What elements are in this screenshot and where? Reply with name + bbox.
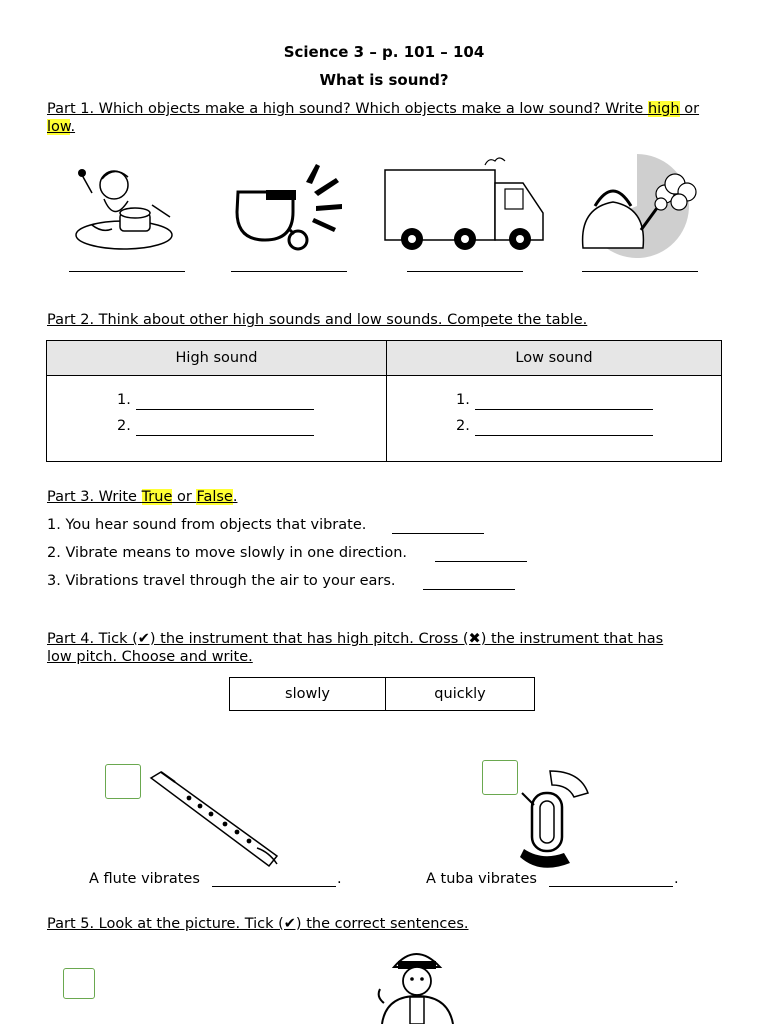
tuba-image (510, 765, 595, 873)
part3-or: or (172, 489, 197, 505)
high-sound-header: High sound (47, 341, 387, 376)
statement-3-blank[interactable] (423, 589, 515, 590)
option-quickly: quickly (386, 678, 535, 711)
answer-blank-2[interactable] (231, 271, 347, 272)
high-item-1-number: 1. (117, 392, 131, 408)
statement-2-blank[interactable] (435, 561, 527, 562)
high-sound-cell (47, 376, 387, 462)
part1-text: Part 1. Which objects make a high sound? Which objects make a low sound? Write (47, 101, 648, 117)
flute-blank[interactable] (212, 886, 336, 887)
page-subtitle: What is sound? (319, 71, 449, 89)
high-item-2-blank[interactable] (136, 435, 314, 436)
answer-blank-3[interactable] (407, 271, 523, 272)
statement-2: 2. Vibrate means to move slowly in one direction. (47, 545, 408, 561)
option-slowly: slowly (230, 678, 386, 711)
statement-3: 3. Vibrations travel through the air to your ears. (47, 573, 396, 589)
part1-word-high: high (647, 101, 680, 117)
answer-blank-4[interactable] (582, 271, 698, 272)
whistle-image (228, 162, 348, 257)
part3-instruction (47, 489, 237, 505)
statement-1-blank[interactable] (392, 533, 484, 534)
part1-or: or (679, 101, 700, 117)
part3-text: Part 3. Write (47, 489, 142, 505)
boy-drum-image (62, 155, 187, 260)
part4-line-1: Part 4. Tick (✔) the instrument that has high pitch. Cross (✖) the instrument that has (47, 631, 664, 647)
answer-blank-1[interactable] (69, 271, 185, 272)
part1-period: . (70, 119, 76, 135)
high-item-2-number: 2. (117, 418, 131, 434)
part4-line-2: low pitch. Choose and write. (47, 649, 253, 665)
part4-instruction (47, 630, 737, 666)
word-choice-table (229, 677, 535, 711)
part1-instruction (47, 100, 727, 136)
tuba-blank[interactable] (549, 886, 673, 887)
statement-1: 1. You hear sound from objects that vibrate. (47, 517, 367, 533)
kettle-image (575, 150, 700, 260)
low-sound-cell (387, 376, 722, 462)
part3-word-true: True (141, 489, 173, 505)
flute-image (145, 768, 285, 870)
part1-word-low: low (47, 119, 71, 135)
low-item-1-blank[interactable] (475, 409, 653, 410)
low-item-1-number: 1. (456, 392, 470, 408)
part5-checkbox[interactable] (63, 968, 95, 999)
low-item-2-number: 2. (456, 418, 470, 434)
page-title: Science 3 – p. 101 – 104 (283, 43, 485, 61)
flute-period: . (337, 871, 342, 887)
part3-word-false: False (196, 489, 233, 505)
high-item-1-blank[interactable] (136, 409, 314, 410)
musician-image (370, 945, 465, 1024)
flute-checkbox[interactable] (105, 764, 141, 799)
part5-instruction: Part 5. Look at the picture. Tick (✔) the correct sentences. (47, 916, 469, 932)
flute-sentence: A flute vibrates (89, 871, 200, 887)
low-sound-header: Low sound (387, 341, 722, 376)
tuba-sentence: A tuba vibrates (426, 871, 537, 887)
sounds-table (46, 340, 722, 462)
tuba-period: . (674, 871, 679, 887)
truck-image (380, 155, 550, 255)
part2-instruction: Part 2. Think about other high sounds and low sounds. Compete the table. (47, 312, 588, 328)
low-item-2-blank[interactable] (475, 435, 653, 436)
part3-period: . (232, 489, 238, 505)
